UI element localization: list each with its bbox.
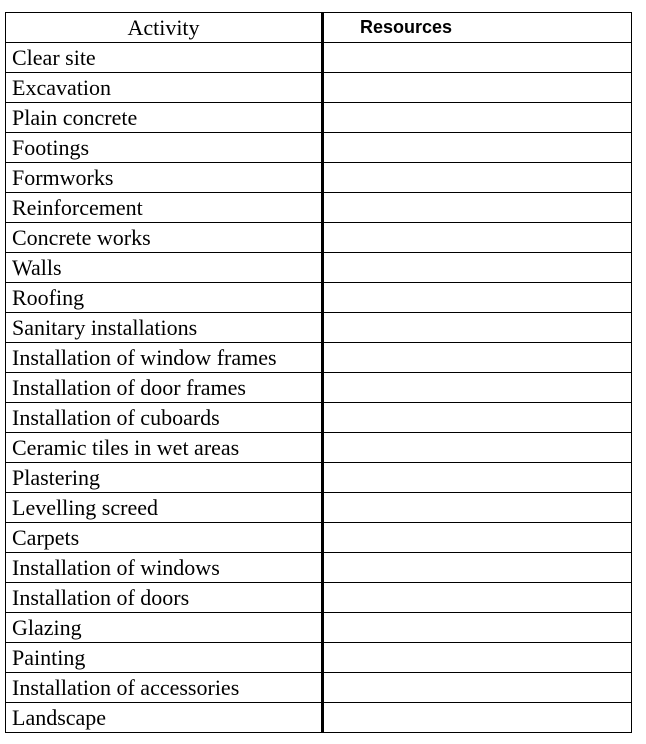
activity-cell: Concrete works (6, 223, 323, 253)
table-row (6, 283, 632, 313)
activity-cell: Carpets (6, 523, 323, 553)
table-row (6, 163, 632, 193)
activity-cell: Installation of windows (6, 553, 323, 583)
resources-cell[interactable] (323, 193, 632, 223)
resources-cell[interactable] (323, 343, 632, 373)
resources-cell[interactable] (323, 43, 632, 73)
table-row (6, 73, 632, 103)
table-row (6, 493, 632, 523)
table-row (6, 583, 632, 613)
table-row (6, 313, 632, 343)
table-header-row (6, 13, 632, 43)
activity-cell: Installation of accessories (6, 673, 323, 703)
activity-cell: Ceramic tiles in wet areas (6, 433, 323, 463)
activity-cell: Landscape (6, 703, 323, 733)
table-row (6, 103, 632, 133)
activity-cell: Formworks (6, 163, 323, 193)
table-row (6, 613, 632, 643)
resources-cell[interactable] (323, 223, 632, 253)
table-row (6, 223, 632, 253)
resources-cell[interactable] (323, 313, 632, 343)
activity-cell: Reinforcement (6, 193, 323, 223)
activity-cell: Glazing (6, 613, 323, 643)
resources-cell[interactable] (323, 643, 632, 673)
resources-cell[interactable] (323, 553, 632, 583)
resources-cell[interactable] (323, 613, 632, 643)
activity-cell: Installation of doors (6, 583, 323, 613)
activity-cell: Clear site (6, 43, 323, 73)
activity-cell: Plastering (6, 463, 323, 493)
resources-cell[interactable] (323, 283, 632, 313)
table-row (6, 523, 632, 553)
resources-cell[interactable] (323, 523, 632, 553)
table-row (6, 193, 632, 223)
activity-cell: Walls (6, 253, 323, 283)
resources-cell[interactable] (323, 673, 632, 703)
resources-cell[interactable] (323, 73, 632, 103)
resources-cell[interactable] (323, 433, 632, 463)
activity-column-header: Activity (6, 13, 323, 43)
table-row (6, 553, 632, 583)
resources-cell[interactable] (323, 403, 632, 433)
table-row (6, 433, 632, 463)
activity-resources-table (5, 12, 632, 733)
resources-cell[interactable] (323, 373, 632, 403)
table-row (6, 133, 632, 163)
activity-cell: Footings (6, 133, 323, 163)
table-row (6, 463, 632, 493)
table-row (6, 373, 632, 403)
table-row (6, 43, 632, 73)
resources-cell[interactable] (323, 463, 632, 493)
table-row (6, 703, 632, 733)
activity-cell: Installation of door frames (6, 373, 323, 403)
resources-column-header: Resources (323, 13, 632, 43)
resources-cell[interactable] (323, 253, 632, 283)
activity-cell: Installation of cuboards (6, 403, 323, 433)
table-row (6, 673, 632, 703)
table-row (6, 643, 632, 673)
resources-cell[interactable] (323, 703, 632, 733)
resources-cell[interactable] (323, 103, 632, 133)
resources-cell[interactable] (323, 133, 632, 163)
resources-cell[interactable] (323, 493, 632, 523)
activity-cell: Excavation (6, 73, 323, 103)
activity-cell: Installation of window frames (6, 343, 323, 373)
activity-cell: Roofing (6, 283, 323, 313)
table-row (6, 253, 632, 283)
table-row (6, 343, 632, 373)
activity-cell: Plain concrete (6, 103, 323, 133)
resources-cell[interactable] (323, 163, 632, 193)
activity-cell: Painting (6, 643, 323, 673)
table-body (6, 43, 632, 733)
table-row (6, 403, 632, 433)
resources-cell[interactable] (323, 583, 632, 613)
activity-cell: Levelling screed (6, 493, 323, 523)
activity-cell: Sanitary installations (6, 313, 323, 343)
